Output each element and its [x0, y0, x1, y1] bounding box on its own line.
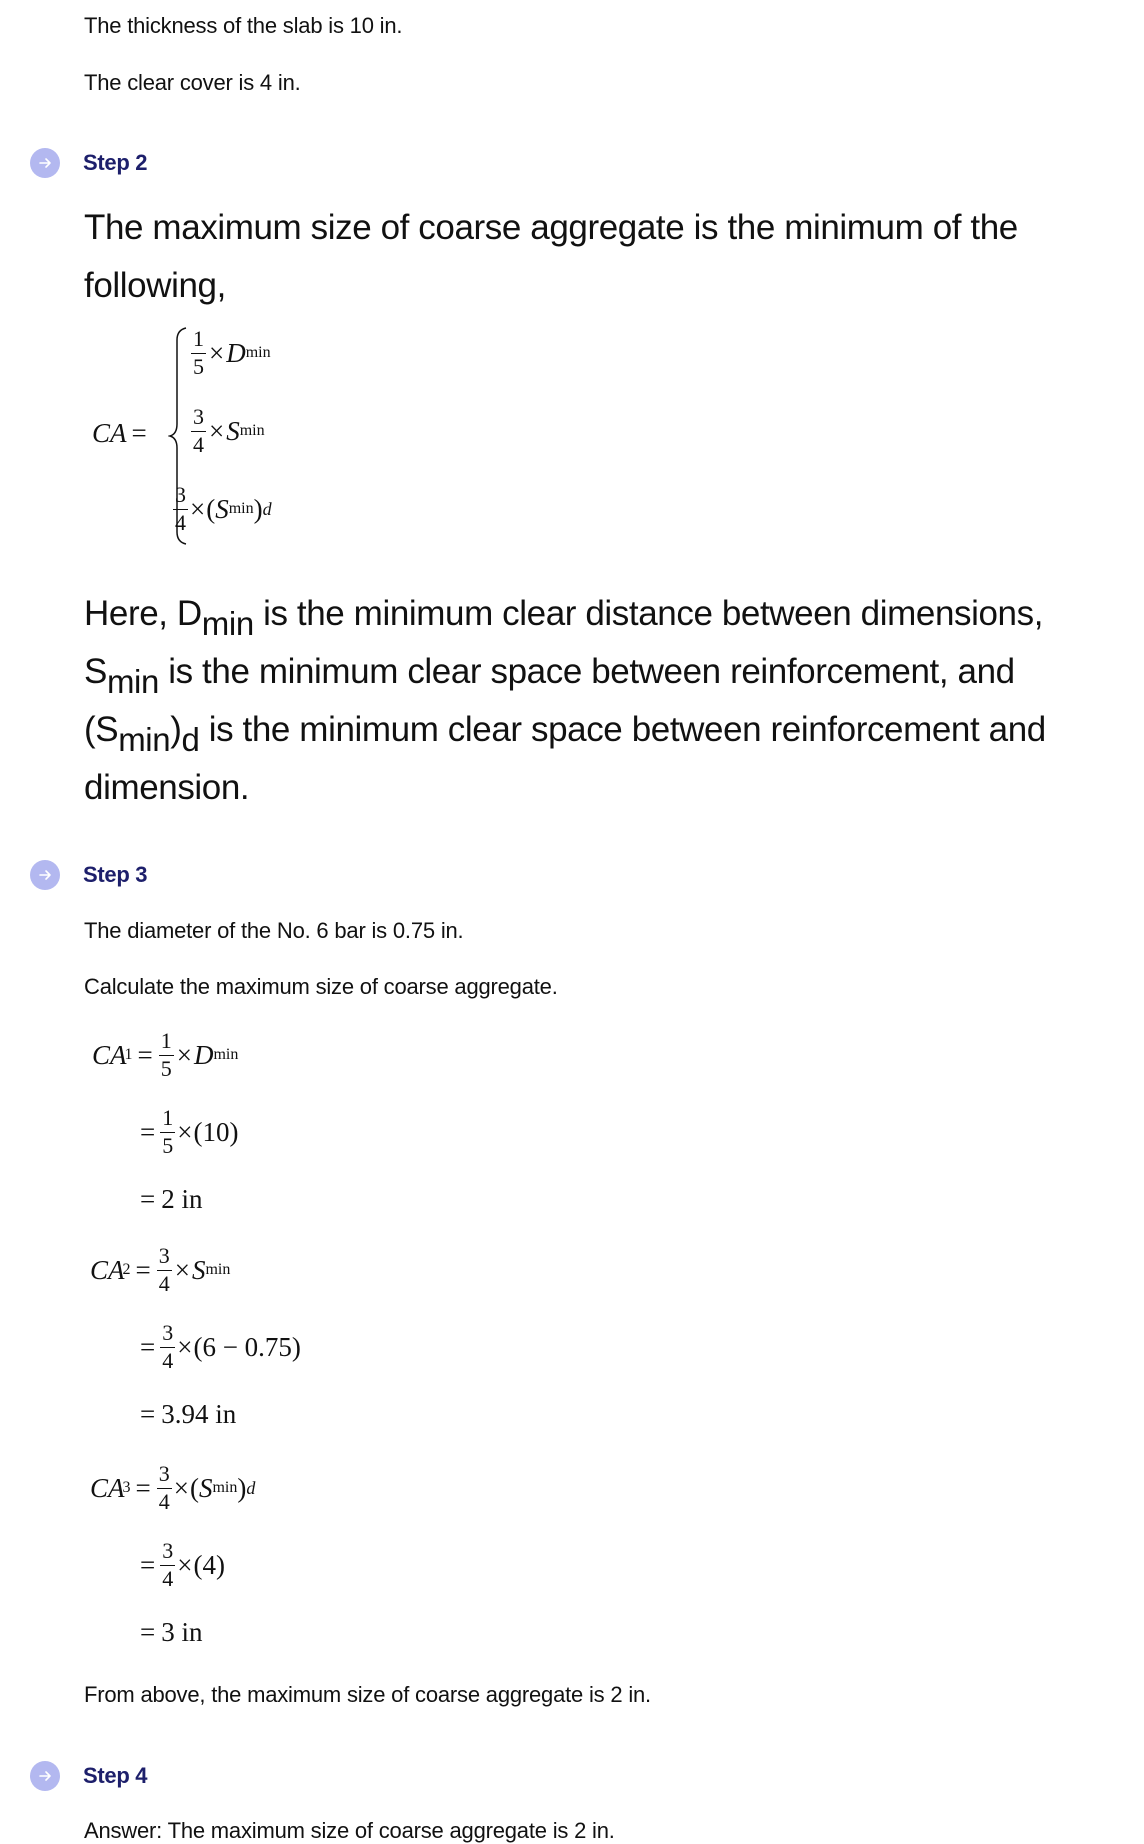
ca-lhs: CA = — [92, 418, 147, 448]
step-3-label: Step 3 — [83, 862, 148, 887]
step-3-conclusion: From above, the maximum size of coarse aggregate is 2 in. — [84, 1682, 651, 1707]
ca1-line-2: = $\frac{1}{5}$ × (10) — [140, 1105, 239, 1158]
ca1-line-1: CA 1 = $\frac{1}{5}$ × D min — [92, 1028, 239, 1081]
ca3-result: = 3 in — [140, 1617, 203, 1647]
ca1-result: = 2 in — [140, 1184, 203, 1214]
ca2-line-1: CA 2 = $\frac{3}{4}$ × S min — [90, 1243, 231, 1296]
step-4-header[interactable] — [30, 1760, 147, 1792]
step-3-header[interactable] — [30, 859, 147, 891]
explanation-line-2: $S_{min}$ is the minimum clear space between reinforcement, and — [84, 652, 1015, 700]
step-4-label: Step 4 — [83, 1763, 148, 1788]
bar-diameter-text: The diameter of the No. 6 bar is 0.75 in. — [84, 918, 464, 943]
explanation-line-4: dimension. — [84, 768, 250, 807]
ca2-line-2: = $\frac{3}{4}$ × (6 − 0.75) — [140, 1320, 301, 1373]
step-2-header[interactable] — [30, 147, 147, 179]
step-2-intro: The maximum size of coarse aggregate is the minimum of the following, — [84, 208, 1018, 305]
explanation-line-1: Here, $D_{min}$ is the minimum clear distance between dimensions, — [84, 594, 1044, 642]
step-2-label: Step 2 — [83, 150, 148, 175]
calculate-instruction-text: Calculate the maximum size of coarse aggregate. — [84, 974, 558, 999]
ca2-result: = 3.94 in — [140, 1399, 237, 1429]
slab-thickness-text: The thickness of the slab is 10 in. — [84, 13, 403, 38]
arrow-right-icon — [30, 148, 60, 178]
arrow-right-icon — [30, 860, 60, 890]
step-2-explanation — [84, 585, 1134, 817]
ca-case-2: $\frac{3}{4}$ × S min — [193, 404, 265, 457]
ca-case-3: $\frac{3}{4}$ × ( S min ) d — [175, 482, 272, 535]
ca-case-1: $\frac{1}{5}$ × D min — [193, 326, 271, 379]
arrow-right-icon — [30, 1761, 60, 1791]
ca3-line-2: = $\frac{3}{4}$ × (4) — [140, 1538, 225, 1591]
explanation-line-3: $(S_{min})_d$ is the minimum clear space between reinforcement and — [84, 710, 1046, 758]
ca3-line-1: CA 3 = $\frac{3}{4}$ × ( S min ) d — [90, 1461, 256, 1514]
ca-cases-equation — [86, 322, 386, 552]
final-answer: Answer: The maximum size of coarse aggregate is 2 in. — [84, 1818, 615, 1843]
clear-cover-text: The clear cover is 4 in. — [84, 70, 301, 95]
